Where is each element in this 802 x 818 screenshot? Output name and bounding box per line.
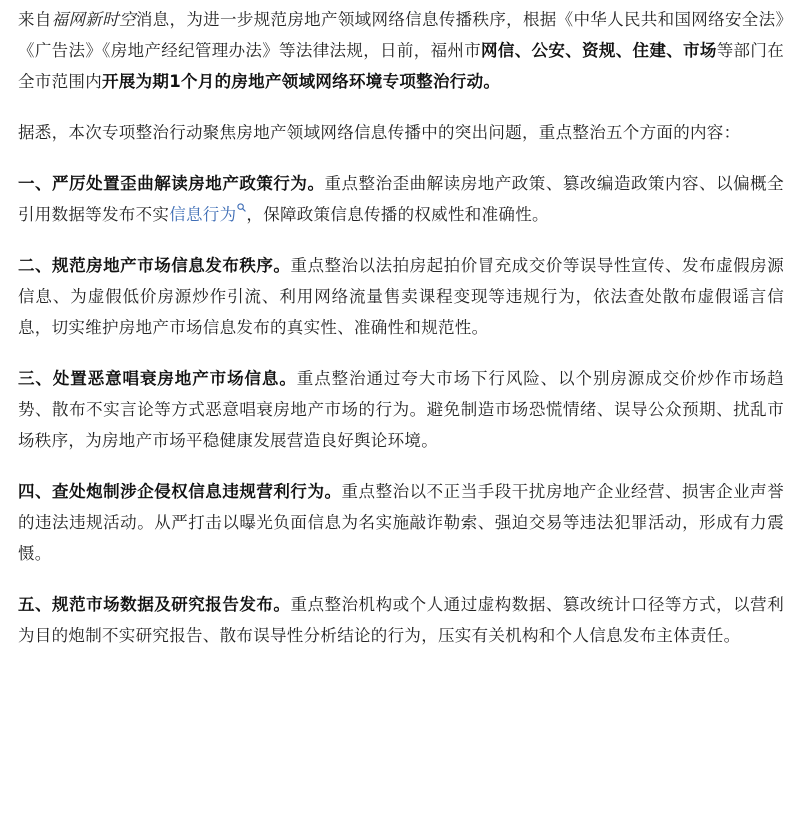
item-2-heading: 二、规范房地产市场信息发布秩序。 [18,256,291,275]
info-behavior-link[interactable]: 信息行为 [169,205,237,224]
item-3 [18,363,784,456]
item-2 [18,250,784,343]
item-4-heading: 四、查处炮制涉企侵权信息违规营利行为。 [18,482,342,501]
intro-text-b: 等部门在全市范围内 [18,41,784,91]
intro-paragraph [18,4,784,97]
item-5-text: 重点整治机构或个人通过虚构数据、篡改统计口径等方式，以营利为目的炮制不实研究报告、散布误导性分析结论的行为，压实有关机构和个人信息发布主体责任。 [18,595,784,645]
source-prefix: 来自 [18,10,52,29]
source-name: 福网新时空 [51,10,136,29]
item-1 [18,168,784,230]
item-3-text: 重点整治通过夸大市场下行风险、以个别房源成交价炒作市场趋势、散布不实言论等方式恶意唱衰房地产市场的行为。避免制造市场恐慌情绪、误导公众预期、扰乱市场秩序，为房地产市场平稳健康发展营造良好舆论环境。 [18,369,784,450]
campaign-action: 开展为期1个月的房地产领域网络环境专项整治行动。 [102,72,501,91]
item-4-text: 重点整治以不正当手段干扰房地产企业经营、损害企业声誉的违法违规活动。从严打击以曝光负面信息为名实施敲诈勒索、强迫交易等违法犯罪活动，形成有力震慑。 [18,482,784,563]
item-1-text-b: ，保障政策信息传播的权威性和准确性。 [246,205,549,224]
item-5-heading: 五、规范市场数据及研究报告发布。 [18,595,291,614]
item-5 [18,589,784,651]
intro-text-a: 消息，为进一步规范房地产领域网络信息传播秩序，根据《中华人民共和国网络安全法》《广告法》《房地产经纪管理办法》等法律法规，日前，福州市 [18,10,785,60]
item-2-text: 重点整治以法拍房起拍价冒充成交价等误导性宣传、发布虚假房源信息、为虚假低价房源炒作引流、利用网络流量售卖课程变现等违规行为，依法查处散布虚假谣言信息，切实维护房地产市场信息发布的真实性、准确性和规范性。 [18,256,784,337]
item-3-heading: 三、处置恶意唱衰房地产市场信息。 [18,369,297,388]
summary-paragraph: 据悉，本次专项整治行动聚焦房地产领域网络信息传播中的突出问题，重点整治五个方面的内容： [18,123,741,142]
departments-list: 网信、公安、资规、住建、市场 [481,41,717,60]
item-1-heading: 一、严厉处置歪曲解读房地产政策行为。 [18,174,325,193]
item-1-text-a: 重点整治歪曲解读房地产政策、篡改编造政策内容、以偏概全引用数据等发布不实 [18,174,784,224]
item-4 [18,476,784,569]
